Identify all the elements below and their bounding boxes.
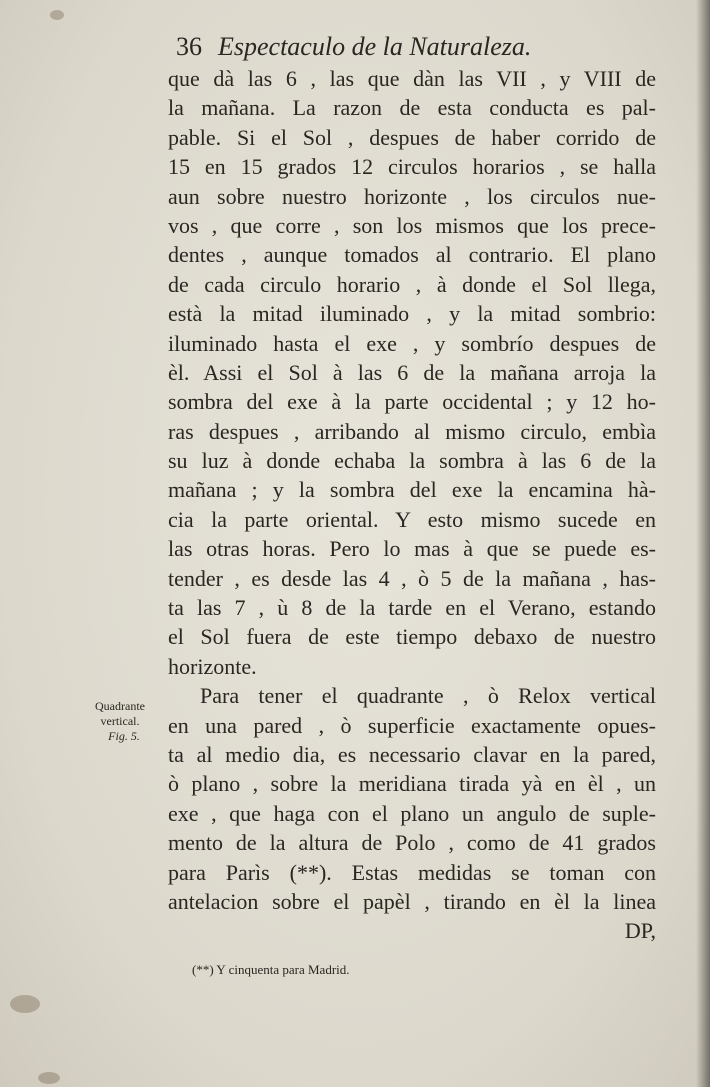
text-line: antelacion sobre el papèl , tirando en èl la linea [168, 888, 656, 914]
running-title: Espectaculo de la Naturaleza. [218, 32, 532, 61]
text-line: iluminado hasta el exe , y sombrío despues de [168, 330, 656, 356]
text-line: que dà las 6 , las que dàn las VII , y VIII de [168, 66, 656, 91]
text-line: 15 en 15 grados 12 circulos horarios , se halla [168, 154, 656, 180]
text-line: ras despues , arribando al mismo circulo, embìa [168, 418, 656, 444]
text-line: para Parìs (**). Estas medidas se toman con [168, 859, 656, 885]
footnote: (**) Y cinquenta para Madrid. [192, 962, 350, 977]
text-line: Para tener el quadrante , ò Relox vertical [200, 683, 656, 709]
stain-spot [50, 10, 64, 20]
text-line: aun sobre nuestro horizonte , los circulos nue- [168, 183, 656, 209]
catchword: DP, [624, 918, 656, 944]
marginal-note-line: Quadrante [95, 699, 145, 713]
marginal-note-line: vertical. [100, 714, 140, 728]
text-line: vos , que corre , son los mismos que los prece- [168, 212, 656, 238]
text-line: sombra del exe à la parte occidental ; y 12 ho- [168, 389, 656, 415]
text-line: ta al medio dia, es necessario clavar en la pared, [168, 741, 656, 767]
text-line: èl. Assi el Sol à las 6 de la mañana arroja la [168, 359, 656, 385]
text-line: en una pared , ò superficie exactamente opues- [168, 712, 656, 738]
text-line: horizonte. [168, 653, 257, 679]
text-line: el Sol fuera de este tiempo debaxo de nuestro [168, 624, 656, 650]
body-text [168, 64, 656, 946]
text-line: tender , es desde las 4 , ò 5 de la mañana , has- [168, 565, 656, 591]
text-line: dentes , aunque tomados al contrario. El plano [168, 242, 656, 268]
stain-spot [38, 1072, 60, 1084]
page-header [176, 32, 576, 66]
text-line: ò plano , sobre la meridiana tirada yà en èl , un [168, 771, 656, 797]
text-line: la mañana. La razon de esta conducta es pal- [168, 95, 656, 121]
text-line: pable. Si el Sol , despues de haber corrido de [168, 124, 656, 150]
figure-reference: Fig. 5. [108, 729, 140, 743]
text-line: de cada circulo horario , à donde el Sol llega, [168, 271, 656, 297]
text-line: ta las 7 , ù 8 de la tarde en el Verano, estando [168, 595, 656, 621]
page-number: 36 [176, 32, 202, 61]
text-line: mañana ; y la sombra del exe la encamina hà- [168, 477, 656, 503]
text-line: cia la parte oriental. Y esto mismo sucede en [168, 506, 656, 532]
stain-spot [10, 995, 40, 1013]
text-line: mento de la altura de Polo , como de 41 grados [168, 830, 656, 856]
text-line: su luz à donde echaba la sombra à las 6 de la [168, 448, 656, 474]
marginal-note [80, 699, 160, 744]
text-line: las otras horas. Pero lo mas à que se puede es- [168, 536, 656, 562]
text-line: està la mitad iluminado , y la mitad sombrio: [168, 301, 656, 327]
text-line: exe , que haga con el plano un angulo de suple- [168, 800, 656, 826]
gutter-shadow [696, 0, 710, 1087]
